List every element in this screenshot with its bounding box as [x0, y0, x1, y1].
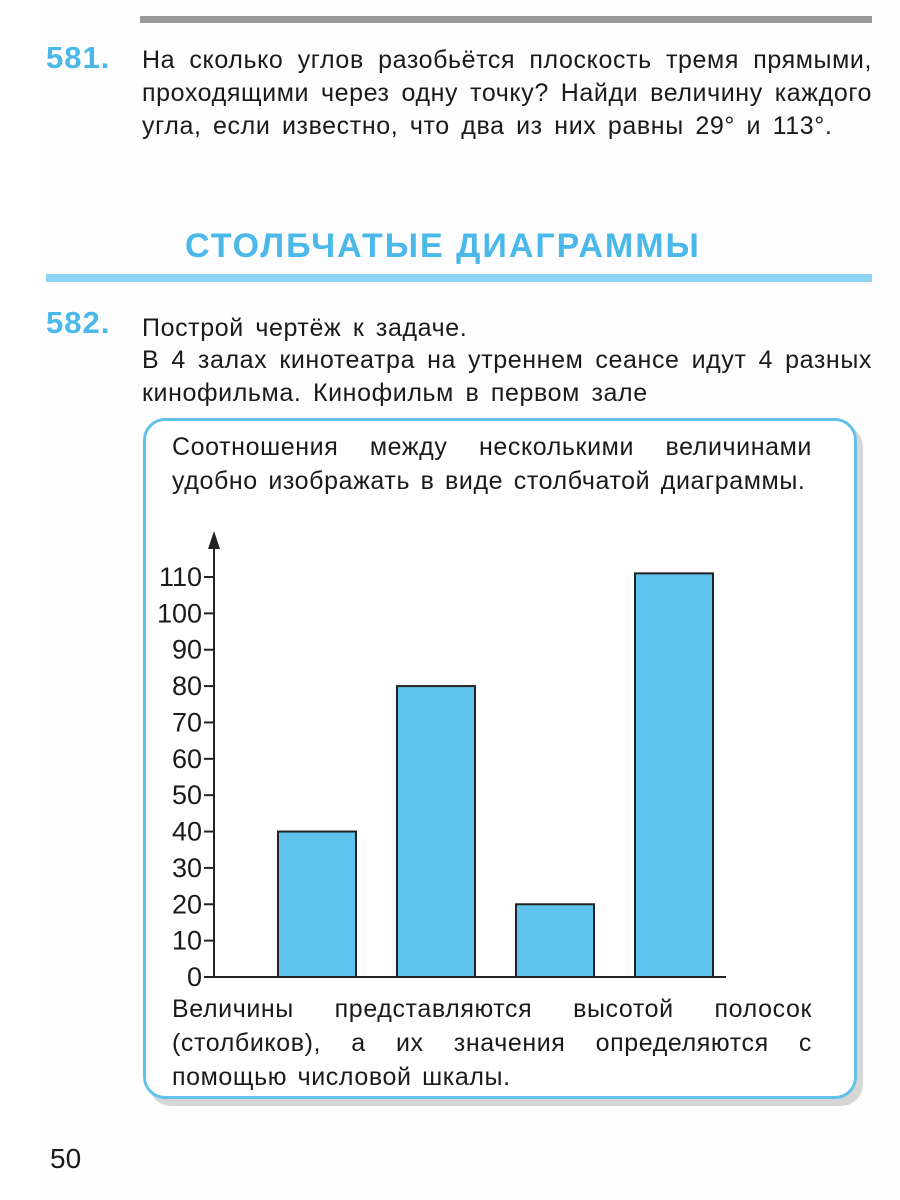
- problem-581-text: На сколько углов разобьётся плоскость тремя прямыми, проходящими через одну точку? Найди величину каждого угла, если известно, что два из них равны 29° и 113°.: [142, 46, 872, 140]
- problem-582-number: 582.: [46, 305, 111, 340]
- bar-1: [278, 832, 356, 977]
- bar-4: [635, 573, 713, 977]
- y-tick-label: 20: [171, 889, 202, 920]
- top-divider: [140, 16, 872, 23]
- y-tick-label: 70: [171, 707, 202, 738]
- y-tick-label: 50: [171, 780, 202, 811]
- y-axis-ticks: [157, 562, 214, 990]
- y-tick-label: 90: [171, 634, 202, 665]
- problem-582-text: В 4 залах кинотеатра на утреннем сеансе идут 4 разных кинофильма. Кинофильм в первом зале: [142, 346, 872, 407]
- bar-3: [516, 904, 594, 977]
- bars: [278, 573, 713, 977]
- bar-chart: [136, 525, 736, 990]
- y-tick-label: 60: [171, 743, 202, 774]
- page-margin: [0, 0, 40, 1200]
- note-outro: Величины представляются высотой полосок (столбиков), а их значения определяются с помощью числовой шкалы.: [172, 995, 812, 1091]
- y-axis-arrow: [208, 531, 220, 549]
- problem-581-number: 581.: [46, 40, 111, 75]
- bar-2: [397, 686, 475, 977]
- problem-582-instruction: Построй чертёж к задаче.: [142, 314, 468, 342]
- y-tick-label: 110: [158, 562, 202, 592]
- note-intro: Соотношения между несколькими величинами удобно изображать в виде столбчатой диаграммы.: [172, 433, 812, 495]
- y-tick-label: 80: [171, 671, 202, 702]
- y-tick-label: 30: [171, 852, 202, 883]
- y-tick-label: 0: [186, 962, 202, 990]
- section-title: СТОЛБЧАТЫЕ ДИАГРАММЫ: [185, 227, 701, 265]
- page-number: 50: [50, 1143, 82, 1174]
- y-tick-label: 100: [156, 598, 202, 629]
- y-tick-label: 10: [171, 925, 202, 956]
- y-tick-label: 40: [171, 816, 202, 847]
- section-divider: [46, 274, 872, 282]
